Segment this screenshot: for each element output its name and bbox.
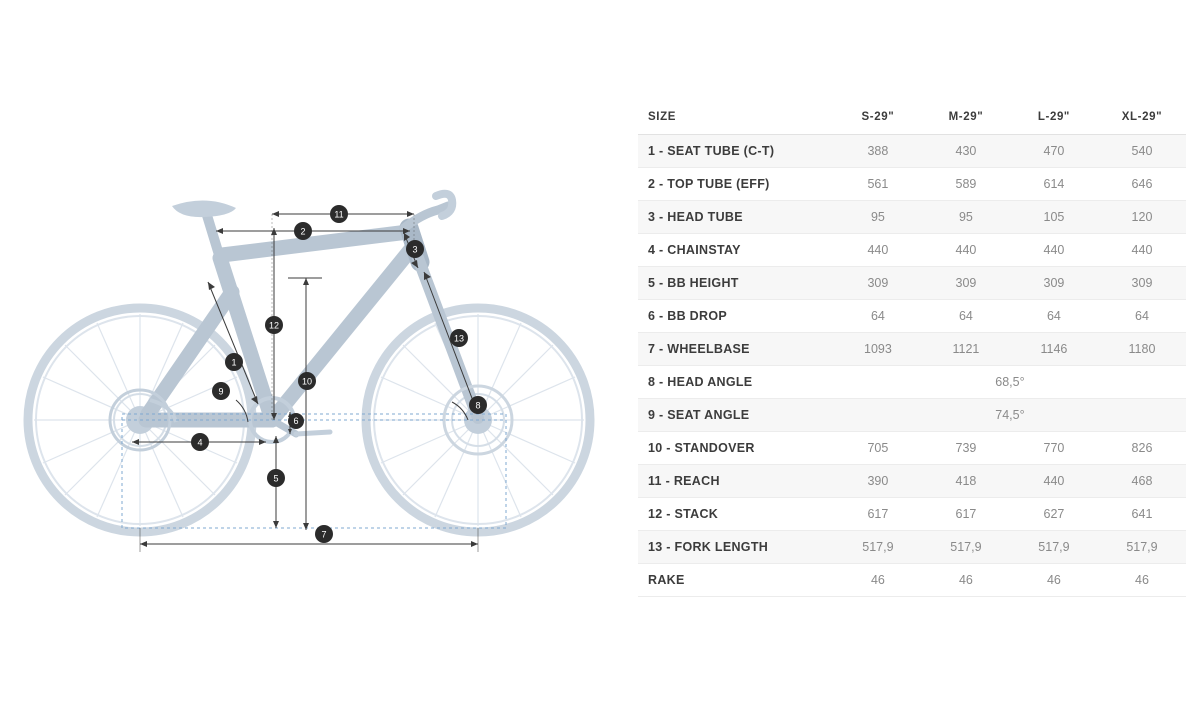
row-label: 13 - FORK LENGTH [648,540,769,554]
row-label: RAKE [648,573,685,587]
header-size: SIZE [638,100,834,135]
svg-text:7: 7 [321,529,327,540]
callout-9 [212,382,230,400]
callout-13 [450,329,468,347]
row-value: 388 [867,144,889,158]
row-value: 517,9 [950,540,982,554]
row-value: 46 [1135,573,1149,587]
svg-text:10: 10 [301,376,313,387]
header-size-s: S-29" [834,100,922,135]
table-row [638,234,1186,267]
row-value: 64 [1046,309,1061,323]
row-value: 517,9 [862,540,894,554]
table-header-row [638,100,1186,135]
row-value: 390 [867,474,889,488]
row-value: 517,9 [1038,540,1070,554]
svg-text:2: 2 [300,226,306,237]
header-size-m: M-29" [922,100,1010,135]
row-value: 64 [1135,309,1149,323]
table-row [638,399,1186,432]
geometry-table [638,100,1186,597]
row-value: 589 [955,177,977,191]
row-value: 120 [1131,210,1153,224]
row-value: 440 [1043,243,1065,257]
row-value: 517,9 [1126,540,1158,554]
svg-text:6: 6 [293,416,299,426]
row-value: 46 [870,573,885,587]
row-value: 430 [955,144,977,158]
header-size-l: L-29" [1010,100,1098,135]
svg-text:12: 12 [268,320,280,331]
callout-10 [298,372,316,390]
table-body [638,135,1186,597]
row-value: 440 [955,243,977,257]
row-value: 617 [867,507,889,521]
callout-8 [469,396,487,414]
header-size-xl: XL-29" [1098,100,1186,135]
table-row [638,168,1186,201]
svg-text:13: 13 [453,333,465,344]
row-label: 7 - WHEELBASE [648,342,750,356]
svg-text:8: 8 [475,400,481,411]
row-value: 440 [1131,243,1153,257]
callout-4 [191,433,209,451]
row-label: 1 - SEAT TUBE (C-T) [648,144,775,158]
table-row [638,531,1186,564]
callout-1 [225,353,243,371]
row-value: 64 [870,309,885,323]
row-value: 95 [958,210,973,224]
row-value: 440 [867,243,889,257]
svg-text:5: 5 [273,473,279,484]
row-label: 4 - CHAINSTAY [648,243,741,257]
table-row [638,135,1186,168]
row-value: 739 [955,441,977,455]
row-value: 1121 [952,342,980,356]
row-value: 95 [870,210,885,224]
row-value: 468 [1131,474,1153,488]
row-label: 5 - BB HEIGHT [648,276,739,290]
row-value: 470 [1043,144,1065,158]
row-value: 1180 [1128,342,1156,356]
row-value-all-sizes: 68,5° [995,375,1025,389]
svg-text:9: 9 [218,386,224,397]
svg-text:1: 1 [231,357,237,368]
row-value: 770 [1043,441,1065,455]
row-value: 540 [1131,144,1153,158]
table-row [638,465,1186,498]
row-value: 440 [1043,474,1065,488]
row-value: 614 [1043,177,1065,191]
row-value: 64 [958,309,973,323]
callout-7 [315,525,333,543]
table-row [638,564,1186,597]
row-label: 12 - STACK [648,507,719,521]
callout-11 [330,205,348,223]
row-label: 6 - BB DROP [648,309,728,323]
table-row [638,432,1186,465]
row-label: 2 - TOP TUBE (EFF) [648,177,770,191]
svg-text:4: 4 [197,437,203,448]
row-value-all-sizes: 74,5° [995,408,1025,422]
row-value: 1093 [864,342,892,356]
row-value: 309 [1043,276,1065,290]
row-value: 46 [1046,573,1061,587]
row-value: 705 [867,441,889,455]
row-value: 641 [1131,507,1153,521]
svg-text:3: 3 [412,244,418,255]
table-row [638,366,1186,399]
geometry-table-wrapper [638,100,1186,597]
row-label: 3 - HEAD TUBE [648,210,743,224]
row-value: 46 [958,573,973,587]
table-row [638,300,1186,333]
row-value: 1146 [1040,342,1068,356]
row-value: 309 [1131,276,1153,290]
row-value: 418 [955,474,977,488]
callout-12 [265,316,283,334]
callout-5 [267,469,285,487]
row-value: 309 [955,276,977,290]
row-value: 646 [1131,177,1153,191]
row-value: 105 [1043,210,1065,224]
table-row [638,498,1186,531]
row-label: 8 - HEAD ANGLE [648,375,753,389]
row-value: 561 [867,177,889,191]
row-value: 617 [955,507,977,521]
callout-3 [406,240,424,258]
row-value: 309 [867,276,889,290]
row-value: 627 [1043,507,1065,521]
svg-text:11: 11 [334,209,344,220]
row-label: 9 - SEAT ANGLE [648,408,750,422]
row-label: 10 - STANDOVER [648,441,755,455]
table-row [638,267,1186,300]
row-value: 826 [1131,441,1153,455]
row-label: 11 - REACH [648,474,720,488]
table-row [638,201,1186,234]
callout-6 [288,413,304,429]
table-row [638,333,1186,366]
callout-2 [294,222,312,240]
